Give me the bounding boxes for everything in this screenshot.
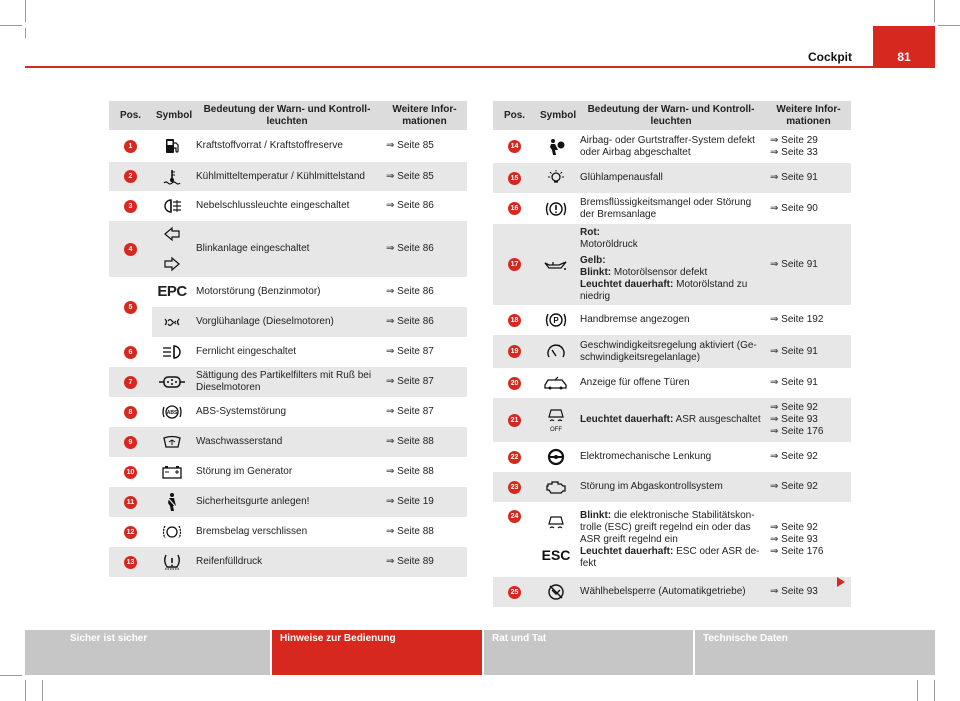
bulb-icon — [545, 169, 567, 187]
col-header-pos: Pos. — [109, 101, 152, 130]
crop-mark — [0, 675, 22, 676]
table-row — [493, 335, 851, 368]
row-meaning: ABS-Systemstörung — [196, 406, 287, 417]
position-badge: 19 — [508, 345, 521, 358]
steering-icon — [545, 448, 567, 466]
airbag-icon — [546, 137, 566, 157]
high-beam-icon — [161, 344, 183, 360]
row-reference[interactable]: ⇒ Seite 86 — [386, 200, 434, 211]
turn-signal-icon — [162, 225, 182, 273]
col-header-symbol: Symbol — [536, 101, 576, 130]
row-meaning: Vorglühanlage (Dieselmotoren) — [192, 307, 382, 337]
position-badge: 15 — [508, 172, 521, 185]
chapter-title: Cockpit — [807, 50, 852, 64]
footer-tab-operation[interactable]: Hinweise zur Bedienung — [272, 630, 482, 675]
crop-mark — [25, 28, 26, 38]
asr-off-icon — [545, 407, 567, 433]
crop-mark — [25, 0, 26, 22]
position-badge: 5 — [124, 301, 137, 314]
table-row — [493, 398, 851, 442]
asr-label: Leuchtet dauerhaft: — [580, 414, 674, 425]
crop-mark — [42, 680, 43, 701]
position-badge: 1 — [124, 140, 137, 153]
row-reference[interactable]: ⇒ Seite 91 — [766, 224, 851, 305]
table-row — [109, 427, 467, 457]
oil-yellow-label: Gelb: — [580, 255, 606, 266]
position-badge: 7 — [124, 376, 137, 389]
table-row — [109, 547, 467, 577]
table-row — [109, 337, 467, 367]
row-meaning: Bremsbelag verschlissen — [196, 526, 308, 537]
row-meaning: Bremsflüssigkeitsmangel oder Störung der Bremsanlage — [580, 196, 752, 220]
table-row — [493, 502, 851, 577]
coolant-icon — [162, 168, 182, 186]
table-row — [493, 577, 851, 607]
svg-text:P: P — [553, 316, 559, 325]
esc-steady-text: ESC oder ASR de-fekt — [580, 545, 760, 569]
row-reference[interactable]: ⇒ Seite 87 — [386, 346, 434, 357]
position-badge: 10 — [124, 466, 137, 479]
oil-steady-label: Leuchtet dauerhaft: — [580, 279, 674, 290]
row-reference[interactable]: ⇒ Seite 92 — [766, 472, 851, 502]
row-reference[interactable]: ⇒ Seite 192 — [770, 314, 824, 325]
seatbelt-icon — [163, 492, 181, 512]
row-reference[interactable]: ⇒ Seite 93 — [766, 577, 851, 607]
position-badge: 9 — [124, 436, 137, 449]
position-badge: 17 — [508, 258, 521, 271]
row-meaning: Geschwindigkeitsregelung aktiviert (Ge-schwindigkeitsregelanlage) — [576, 335, 766, 368]
position-badge: 20 — [508, 377, 521, 390]
row-reference[interactable]: ⇒ Seite 86 — [386, 286, 434, 297]
position-badge: 24 — [508, 510, 521, 523]
table-row — [109, 162, 467, 191]
row-reference[interactable]: ⇒ Seite 85 — [382, 162, 467, 191]
row-meaning: Elektromechanische Lenkung — [580, 451, 712, 462]
row-meaning: Waschwasserstand — [192, 427, 382, 457]
position-badge: 3 — [124, 200, 137, 213]
table-row — [109, 487, 467, 517]
crop-mark — [917, 680, 918, 701]
row-reference[interactable]: ⇒ Seite 89 — [382, 547, 467, 577]
row-meaning: Handbremse angezogen — [580, 314, 690, 325]
esc-icon — [542, 514, 570, 566]
row-reference[interactable]: ⇒ Seite 91 — [770, 377, 818, 388]
warning-lights-table-right — [493, 101, 851, 607]
row-reference[interactable]: ⇒ Seite 92 — [770, 451, 818, 462]
row-meaning: Motorstörung (Benzinmotor) — [196, 286, 321, 297]
row-reference[interactable]: ⇒ Seite 87 — [382, 367, 467, 397]
tire-pressure-icon — [161, 553, 183, 571]
table-row — [493, 163, 851, 193]
row-reference[interactable]: ⇒ Seite 91 — [766, 163, 851, 193]
door-open-icon — [543, 376, 569, 390]
position-badge: 8 — [124, 406, 137, 419]
row-reference[interactable]: ⇒ Seite 88 — [386, 526, 434, 537]
row-meaning: Anzeige für offene Türen — [580, 377, 690, 388]
esc-blink-label: Blinkt: — [580, 509, 612, 521]
position-badge: 4 — [124, 243, 137, 256]
warning-lights-table-left — [109, 101, 467, 577]
svg-text:ABS: ABS — [166, 410, 178, 416]
table-row — [109, 367, 467, 397]
row-reference[interactable]: ⇒ Seite 19 — [382, 487, 467, 517]
oil-blink-text: Motorölsensor defekt — [611, 267, 708, 278]
table-row — [109, 397, 467, 427]
oil-red-label: Rot: — [580, 226, 600, 238]
svg-text:OFF: OFF — [550, 427, 562, 433]
rear-fog-icon — [161, 197, 183, 215]
col-header-more: Weitere Infor-mationen — [766, 101, 851, 130]
fuel-icon — [163, 137, 181, 155]
row-reference[interactable]: ⇒ Seite 86 — [382, 307, 467, 337]
oil-blink-label: Blinkt: — [580, 267, 612, 278]
row-reference[interactable]: ⇒ Seite 87 — [386, 406, 434, 417]
continue-arrow-icon — [837, 577, 845, 587]
parking-brake-icon — [545, 311, 567, 329]
row-meaning: Blinkanlage eingeschaltet — [192, 221, 382, 277]
row-reference[interactable]: ⇒ Seite 29 ⇒ Seite 33 — [770, 134, 818, 158]
row-meaning: Kühlmitteltemperatur / Kühlmittelstand — [192, 162, 382, 191]
position-badge: 21 — [508, 414, 521, 427]
position-badge: 23 — [508, 481, 521, 494]
position-badge: 14 — [508, 140, 521, 153]
col-header-meaning: Bedeutung der Warn- und Kontroll-leuchten — [576, 101, 766, 130]
row-meaning: Reifenfülldruck — [192, 547, 382, 577]
crop-mark — [25, 680, 26, 701]
row-meaning: Wählhebelsperre (Automatikgetriebe) — [576, 577, 766, 607]
table-row — [493, 368, 851, 398]
row-meaning: ASR ausgeschaltet — [673, 414, 761, 425]
epc-icon: EPC — [157, 282, 187, 300]
row-meaning: Glühlampenausfall — [576, 163, 766, 193]
header-rule — [25, 66, 935, 68]
row-reference[interactable]: ⇒ Seite 90 — [770, 202, 818, 214]
table-row — [493, 305, 851, 335]
table-row — [493, 442, 851, 472]
oil-red-text: Motoröldruck — [580, 238, 638, 250]
row-meaning: Sättigung des Partikelfilters mit Ruß bei Dieselmotoren — [192, 367, 382, 397]
row-reference[interactable]: ⇒ Seite 92 ⇒ Seite 93 ⇒ Seite 176 — [770, 521, 824, 557]
table-row — [109, 517, 467, 547]
row-reference[interactable]: ⇒ Seite 88 — [386, 466, 434, 477]
abs-icon — [161, 403, 183, 421]
row-meaning: Störung im Generator — [196, 466, 293, 477]
position-badge: 16 — [508, 202, 521, 215]
page-number: 81 — [897, 50, 911, 64]
particle-filter-icon — [158, 375, 186, 389]
row-meaning: Fernlicht eingeschaltet — [196, 346, 297, 357]
brake-icon — [545, 200, 567, 218]
oil-steady-text: Motorölstand zu niedrig — [580, 279, 748, 302]
table-row — [109, 191, 467, 221]
col-header-symbol: Symbol — [152, 101, 192, 130]
selector-lock-icon — [545, 583, 567, 601]
oil-icon — [543, 258, 569, 272]
table-row — [109, 130, 467, 162]
battery-icon — [161, 465, 183, 479]
table-row — [109, 307, 467, 337]
position-badge: 2 — [124, 170, 137, 183]
crop-mark — [0, 25, 22, 26]
row-reference[interactable]: ⇒ Seite 92 ⇒ Seite 93 ⇒ Seite 176 — [766, 398, 851, 442]
brake-pad-icon — [161, 523, 183, 541]
row-meaning: Kraftstoffvorrat / Kraftstoffreserve — [196, 140, 343, 151]
crop-mark — [938, 25, 960, 26]
table-row — [493, 130, 851, 163]
esc-blink-text: die elektronische Stabilitätskon-trolle (ESC) greift regelnd ein oder das ASR greift regelnd ein — [580, 509, 755, 545]
footer-tab-technical[interactable]: Technische Daten — [695, 630, 935, 675]
svg-text:ESC: ESC — [542, 546, 570, 563]
position-badge: 13 — [124, 556, 137, 569]
row-reference[interactable]: ⇒ Seite 85 — [386, 140, 434, 151]
row-reference[interactable]: ⇒ Seite 86 — [382, 221, 467, 277]
table-row — [109, 457, 467, 487]
table-row — [493, 472, 851, 502]
position-badge: 12 — [124, 526, 137, 539]
engine-check-icon — [544, 479, 568, 495]
table-row — [109, 221, 467, 277]
glow-plug-icon — [162, 315, 182, 329]
position-badge: 25 — [508, 586, 521, 599]
footer-tab-advice[interactable]: Rat und Tat — [484, 630, 693, 675]
row-meaning: Sicherheitsgurte anlegen! — [192, 487, 382, 517]
table-row — [493, 224, 851, 253]
position-badge: 18 — [508, 314, 521, 327]
table-row — [493, 193, 851, 224]
washer-icon — [161, 434, 183, 450]
esc-steady-label: Leuchtet dauerhaft: — [580, 545, 674, 557]
cruise-control-icon — [545, 343, 567, 361]
row-meaning: Airbag- oder Gurtstraffer-System defekt oder Airbag abgeschaltet — [580, 134, 755, 158]
row-meaning: Nebelschlussleuchte eingeschaltet — [196, 200, 350, 211]
col-header-meaning: Bedeutung der Warn- und Kontroll-leuchten — [192, 101, 382, 130]
table-row — [109, 277, 467, 307]
col-header-more: Weitere Infor-mationen — [382, 101, 467, 130]
row-meaning: Störung im Abgaskontrollsystem — [576, 472, 766, 502]
crop-mark — [934, 680, 935, 701]
position-badge: 6 — [124, 346, 137, 359]
position-badge: 11 — [124, 496, 137, 509]
row-reference[interactable]: ⇒ Seite 91 — [766, 335, 851, 368]
footer-tab-safety[interactable]: Sicher ist sicher — [25, 630, 270, 675]
crop-mark — [934, 0, 935, 22]
position-badge: 22 — [508, 451, 521, 464]
row-reference[interactable]: ⇒ Seite 88 — [382, 427, 467, 457]
col-header-pos: Pos. — [493, 101, 536, 130]
